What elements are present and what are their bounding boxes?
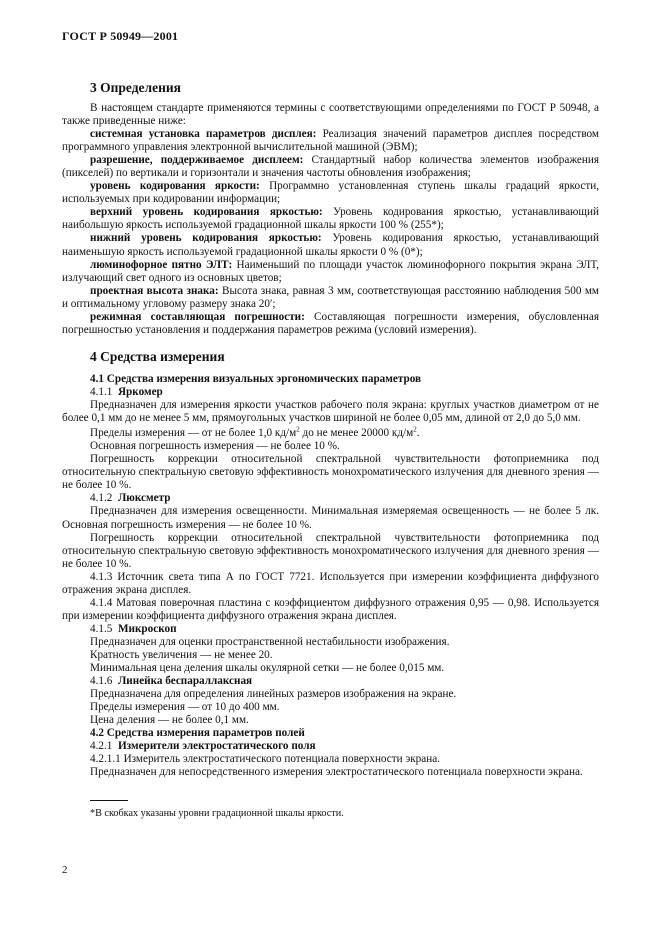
- item-4-2-1-1: 4.2.1.1 Измеритель электростатического потенциала поверхности экрана.: [90, 753, 440, 766]
- measurement-limits: Пределы измерения — от не более 1,0 $кд/м^2$ до не менее 20000 $кд/м^2$.: [90, 425, 420, 440]
- definition-text: Стандартный набор количества элементов изображения (пикселей) по вертикали и горизонтали и значения частоты обновления изображения;: [62, 154, 599, 180]
- definition-item: [62, 206, 599, 232]
- section-3-intro: В настоящем стандарте применяются термины с соответствующими определениями по ГОСТ Р 50948, а также приведенные ниже:: [62, 102, 599, 128]
- paragraph: Кратность увеличения — не менее 20.: [90, 648, 273, 661]
- definition-item: [62, 311, 599, 337]
- paragraph: Пределы измерения — от 10 до 400 мм.: [90, 701, 280, 714]
- paragraph: Предназначен для измерения яркости участков рабочего поля экрана: круглых участков диаметром от не более 0,1 мм до не менее 5 мм, прямоугольных участков шириной не более 0,05 мм, длиной от 2,0 до 5,0 мм.: [62, 399, 599, 425]
- item-name: Люксметр: [117, 492, 171, 505]
- paragraph: Предназначен для измерения освещенности. Минимальная измеряемая освещенность — не более 5 лк. Основная погрешность измерения — не более 10 %.: [62, 505, 599, 531]
- paragraph: Погрешность коррекции относительной спектральной чувствительности фотоприемника под относительную спектральную световую эффективность монохроматического излучения для дневного зрения — не более 10 %.: [62, 453, 599, 492]
- item-4-2-1-heading: 4.2.1 Измерители электростатического поля: [90, 740, 316, 753]
- page-number: 2: [62, 864, 68, 876]
- item-4-1-2-heading: 4.1.2 Люксметр: [90, 492, 171, 505]
- definition-term: системная установка параметров дисплея:: [90, 128, 317, 141]
- definitions-list: [62, 128, 599, 337]
- document-code: ГОСТ Р 50949—2001: [62, 29, 179, 43]
- section-4-body: [62, 373, 599, 779]
- definition-text: Составляющая погрешности измерения, обусловленная погрешностью установления и поддержания параметров режима (условий измерения).: [62, 310, 599, 336]
- definition-item: [62, 128, 599, 154]
- definition-text: Уровень кодирования яркостью, устанавливающий наибольшую яркость используемой градационной шкалы яркости 100 % (255*);: [62, 206, 599, 232]
- paragraph: Цена деления — не более 0,1 мм.: [90, 714, 249, 727]
- definition-term: разрешение, поддерживаемое дисплеем:: [90, 154, 304, 167]
- paragraph: Минимальная цена деления шкалы окулярной сетки — не более 0,015 мм.: [90, 662, 445, 675]
- item-name: Яркомер: [117, 386, 163, 399]
- subsection-4-1-title: 4.1 Средства измерения визуальных эргономических параметров: [90, 373, 422, 385]
- item-4-1-4: 4.1.4 Матовая поверочная пластина с коэффициентом диффузного отражения 0,95 — 0,98. Используется при измерении коэффициента диффузного отражения экрана дисплея.: [62, 596, 599, 622]
- definition-item: [62, 180, 599, 206]
- definition-text: Программно установленная ступень шкалы градаций яркости, используемых при кодировании информации;: [62, 180, 600, 206]
- item-name: Измерители электростатического поля: [117, 740, 316, 753]
- definition-term: люминофорное пятно ЭЛТ:: [90, 258, 233, 271]
- paragraph: Основная погрешность измерения — не более 10 %.: [90, 440, 340, 453]
- item-4-1-1-heading: 4.1.1 Яркомер: [90, 386, 163, 399]
- definition-text: Уровень кодирования яркостью, устанавливающий наименьшую яркость используемой градационной шкалы яркости 0 % (0*);: [62, 232, 600, 258]
- definition-term: проектная высота знака:: [90, 284, 219, 297]
- item-4-1-3: 4.1.3 Источник света типа А по ГОСТ 7721. Используется при измерении коэффициента диффузного отражения экрана дисплея.: [62, 570, 599, 596]
- item-name: Линейка беспараллаксная: [117, 675, 253, 688]
- section-4-title: 4 Средства измерения: [90, 349, 225, 364]
- definition-item: [62, 259, 599, 285]
- definition-item: [62, 154, 599, 180]
- section-3-title: 3 Определения: [90, 80, 181, 95]
- paragraph: Погрешность коррекции относительной спектральной чувствительности фотоприемника под относительную спектральную световую эффективность монохроматического излучения для дневного зрения — не более 10 %.: [62, 531, 599, 570]
- definition-term: режимная составляющая погрешности:: [90, 310, 305, 323]
- definition-text: Наименьший по площади участок люминофорного покрытия экрана ЭЛТ, излучающий свет одного из основных цветов;: [62, 258, 600, 284]
- definition-term: нижний уровень кодирования яркостью:: [90, 232, 322, 245]
- definition-term: уровень кодирования яркости:: [90, 180, 260, 193]
- footnote-separator: [90, 800, 128, 801]
- definition-text: Реализация значений параметров дисплея посредством программного управления электронной вычислительной машиной (ЭВМ);: [62, 128, 599, 154]
- paragraph: Предназначен для оценки пространственной нестабильности изображения.: [90, 635, 450, 648]
- paragraph: Предназначена для определения линейных размеров изображения на экране.: [90, 688, 457, 701]
- paragraph: Предназначен для непосредственного измерения электростатического потенциала поверхности экрана.: [90, 766, 583, 779]
- item-4-1-6-heading: 4.1.6 Линейка беспараллаксная: [90, 675, 253, 688]
- section-3-body: [62, 102, 599, 337]
- footnote: *В скобках указаны уровни градационной шкалы яркости.: [90, 808, 344, 819]
- item-4-1-5-heading: 4.1.5 Микроскоп: [90, 622, 177, 635]
- definition-item: [62, 285, 599, 311]
- item-name: Микроскоп: [117, 622, 177, 635]
- definition-term: верхний уровень кодирования яркостью:: [90, 206, 323, 219]
- subsection-4-2-title: 4.2 Средства измерения параметров полей: [90, 727, 305, 740]
- definition-text: Высота знака, равная 3 мм, соответствующая расстоянию наблюдения 500 мм и оптимальному угловому размеру знака 20′;: [62, 284, 599, 310]
- definition-item: [62, 232, 599, 258]
